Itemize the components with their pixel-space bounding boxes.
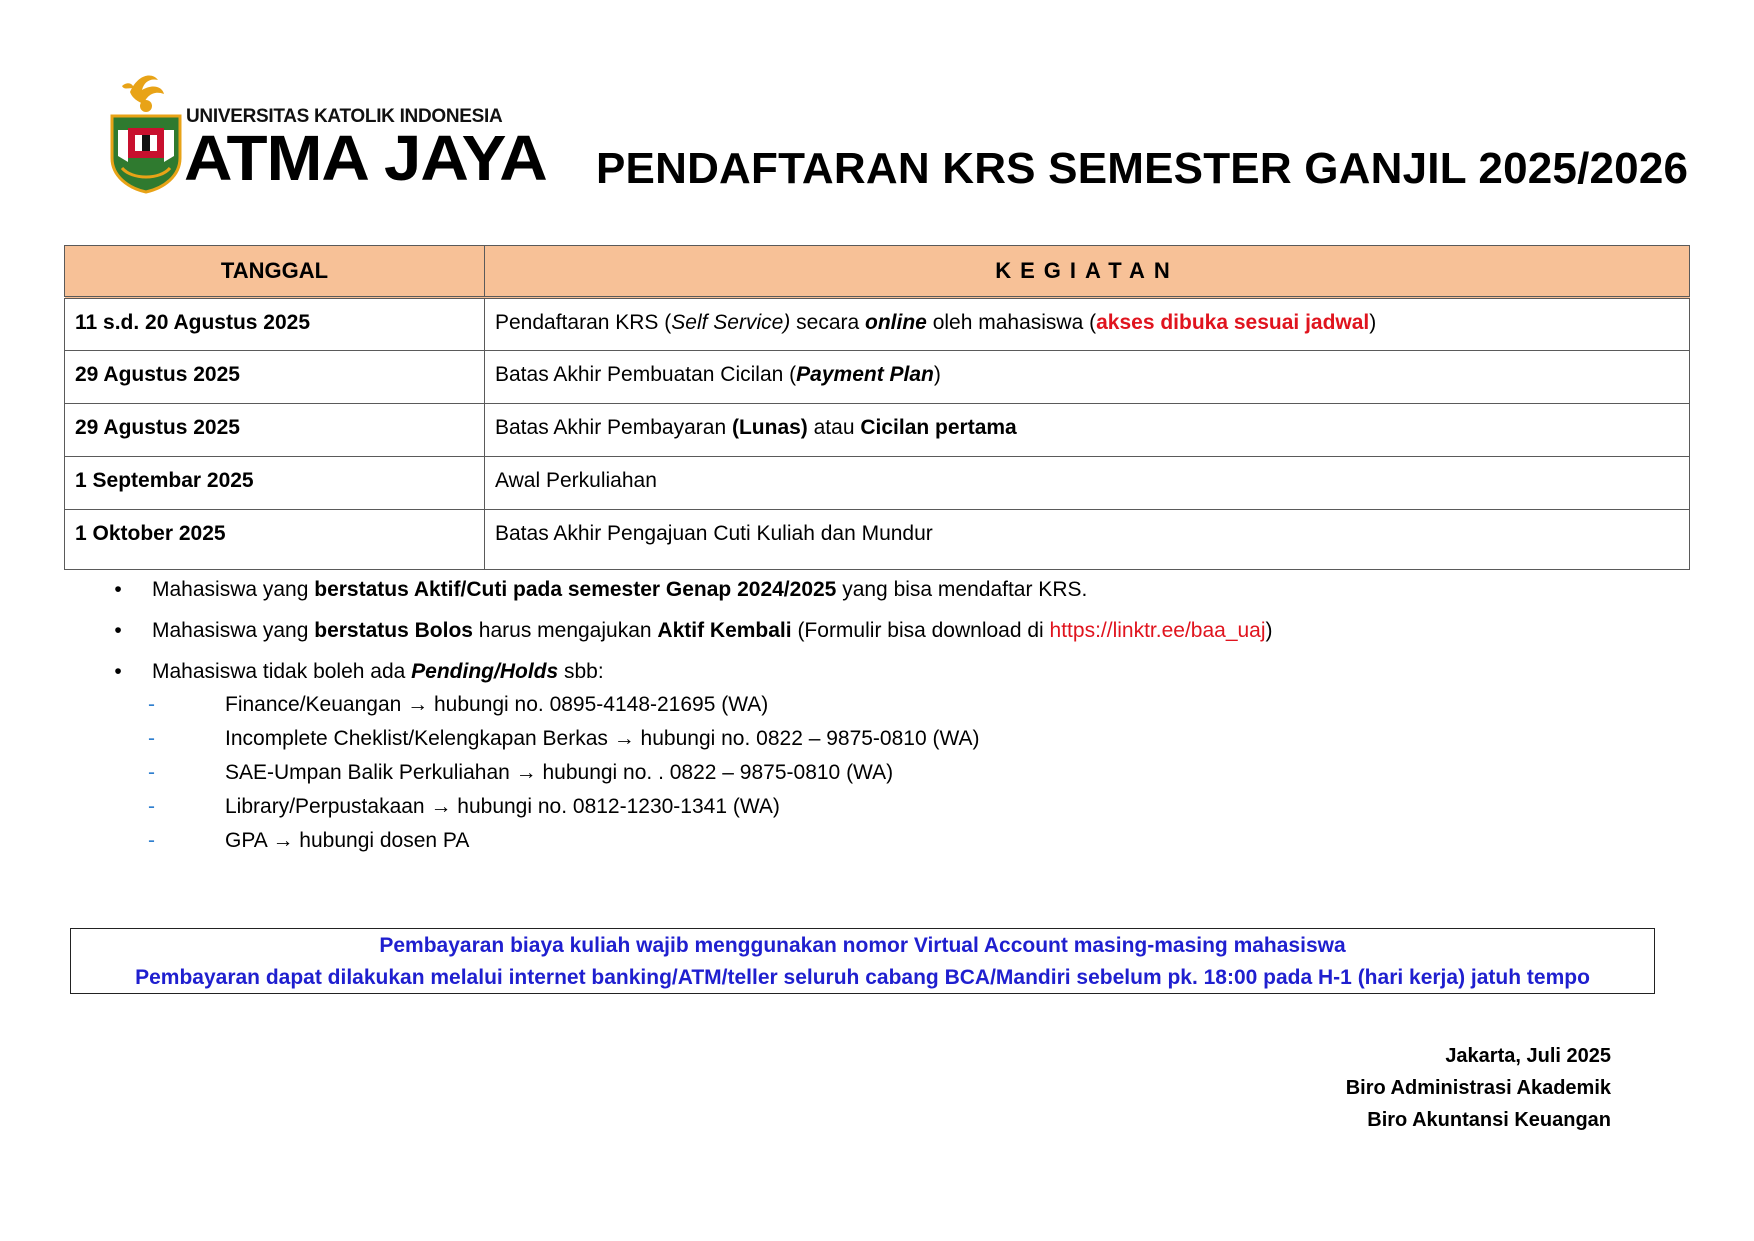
table-row — [65, 351, 1690, 404]
row-activity — [485, 351, 1690, 404]
hold-text: Library/Perpustakaan → hubungi no. 0812-1230-1341 (WA) — [225, 795, 780, 818]
payment-notice-box — [70, 928, 1655, 994]
table-row — [65, 457, 1690, 510]
table-header-row — [65, 246, 1690, 298]
header-kegiatan: KEGIATAN — [485, 246, 1690, 298]
note-text: Mahasiswa yang — [152, 619, 315, 642]
list-item — [108, 576, 1658, 604]
activity-text: oleh mahasiswa ( — [926, 311, 1097, 334]
notes-list — [108, 576, 1658, 858]
note-text: (Formulir bisa download di — [791, 619, 1050, 642]
hold-item — [108, 722, 1658, 756]
schedule-table — [64, 245, 1690, 570]
activity-text: ) — [933, 363, 941, 386]
payment-notice-line1: Pembayaran biaya kuliah wajib menggunakan nomor Virtual Account masing-masing mahasiswa — [379, 934, 1346, 957]
activity-text: secara — [790, 311, 866, 334]
table-row — [65, 404, 1690, 457]
row-date: 29 Agustus 2025 — [65, 404, 485, 457]
note-bold-italic: Pending/Holds — [411, 660, 559, 683]
hold-item — [108, 824, 1658, 858]
note-bold: berstatus Aktif/Cuti pada semester Genap 2024/2025 — [314, 578, 837, 601]
activity-text: Batas Akhir Pembayaran — [495, 416, 732, 439]
activity-bold: (Lunas) — [731, 416, 808, 439]
activity-text: Batas Akhir Pembuatan Cicilan ( — [495, 363, 797, 386]
row-date: 11 s.d. 20 Agustus 2025 — [65, 298, 485, 351]
dash-icon: - — [148, 829, 155, 852]
activity-italic: Self Service) — [671, 311, 791, 334]
hold-item — [108, 688, 1658, 722]
activity-text: ) — [1369, 311, 1377, 334]
dash-icon: - — [148, 761, 155, 784]
table-row — [65, 298, 1690, 351]
table-row — [65, 510, 1690, 570]
note-text: Mahasiswa yang — [152, 578, 315, 601]
page-title: PENDAFTARAN KRS SEMESTER GANJIL 2025/2026 — [596, 144, 1689, 193]
note-text: yang bisa mendaftar KRS. — [836, 578, 1088, 601]
hold-text: Finance/Keuangan → hubungi no. 0895-4148-21695 (WA) — [225, 693, 769, 716]
dash-icon: - — [148, 693, 155, 716]
note-bold: berstatus Bolos — [314, 619, 473, 642]
list-item — [108, 658, 1658, 686]
row-activity: Batas Akhir Pengajuan Cuti Kuliah dan Mundur — [485, 510, 1690, 570]
row-date: 1 Oktober 2025 — [65, 510, 485, 570]
signature-place-date: Jakarta, Juli 2025 — [1445, 1045, 1611, 1067]
logo-name-text: ATMA JAYA — [184, 122, 547, 194]
signature-block — [1346, 1040, 1611, 1136]
university-logo — [108, 72, 547, 194]
activity-highlight: akses dibuka sesuai jadwal — [1096, 311, 1370, 334]
dash-icon: - — [148, 727, 155, 750]
hold-text: SAE-Umpan Balik Perkuliahan → hubungi no. . 0822 – 9875-0810 (WA) — [225, 761, 894, 784]
bullet-icon: • — [114, 619, 122, 642]
activity-bold: Cicilan pertama — [860, 416, 1017, 439]
bullet-icon: • — [114, 578, 122, 601]
note-text: ) — [1265, 619, 1273, 642]
payment-notice-line2: Pembayaran dapat dilakukan melalui internet banking/ATM/teller seluruh cabang BCA/Mandiri sebelum pk. 18:00 pada H-1 (hari kerja) jatuh tempo — [135, 966, 1590, 989]
header-tanggal: TANGGAL — [65, 246, 485, 298]
row-activity — [485, 298, 1690, 351]
signature-office-finance: Biro Akuntansi Keuangan — [1367, 1109, 1611, 1131]
hold-item — [108, 756, 1658, 790]
row-activity: Awal Perkuliahan — [485, 457, 1690, 510]
dash-icon: - — [148, 795, 155, 818]
note-bold: Aktif Kembali — [657, 619, 792, 642]
signature-office-academic: Biro Administrasi Akademik — [1345, 1077, 1611, 1099]
row-date: 1 Septembar 2025 — [65, 457, 485, 510]
activity-text: Pendaftaran KRS ( — [495, 311, 672, 334]
bullet-icon: • — [114, 660, 122, 683]
logo-university-text: UNIVERSITAS KATOLIK INDONESIA — [186, 106, 503, 127]
note-text: sbb: — [558, 660, 604, 683]
form-download-link[interactable]: https://linktr.ee/baa_uaj — [1049, 619, 1266, 642]
hold-text: GPA → hubungi dosen PA — [225, 829, 470, 852]
list-item — [108, 617, 1658, 645]
hold-text: Incomplete Cheklist/Kelengkapan Berkas → hubungi no. 0822 – 9875-0810 (WA) — [225, 727, 980, 750]
row-date: 29 Agustus 2025 — [65, 351, 485, 404]
atma-jaya-emblem-icon — [108, 72, 184, 194]
note-text: Mahasiswa tidak boleh ada — [152, 660, 412, 683]
hold-item — [108, 790, 1658, 824]
activity-text: atau — [807, 416, 861, 439]
note-text: harus mengajukan — [472, 619, 658, 642]
activity-bold-italic: Payment Plan — [796, 363, 934, 386]
row-activity — [485, 404, 1690, 457]
activity-bold-italic: online — [865, 311, 927, 334]
